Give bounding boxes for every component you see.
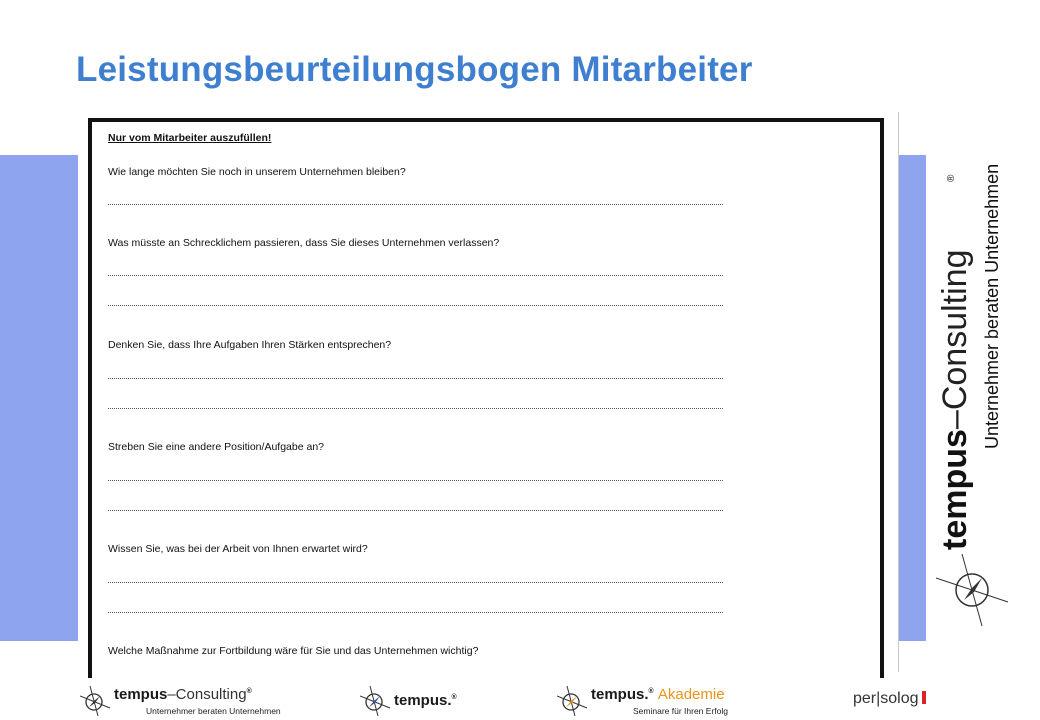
footer-logo-tempus [360,680,490,720]
compass-icon [936,554,1008,626]
answer-line [108,204,723,205]
tempus-consulting-logo-graphic [930,150,1030,640]
footer-logo-persolog [853,690,926,708]
svg-text:tempus–Consulting [936,250,974,550]
answer-line [108,305,723,306]
answer-line [108,378,723,379]
answer-line [108,480,723,481]
question-1: Wie lange möchten Sie noch in unserem Unternehmen bleiben? [108,166,406,178]
question-4: Streben Sie eine andere Position/Aufgabe an? [108,441,324,453]
footer-logo3-tagline: Seminare für Ihren Erfolg [633,706,728,716]
footer-logo1-tagline: Unternehmer beraten Unternehmen [146,706,281,716]
compass-icon [80,682,112,718]
answer-line [108,612,723,613]
slide-title: Leistungsbeurteilungsbogen Mitarbeiter [76,50,753,89]
question-3: Denken Sie, dass Ihre Aufgaben Ihren Stärken entsprechen? [108,339,392,351]
footer-logo-tempus-akademie [557,680,747,720]
right-accent-band [898,155,926,641]
logo-brand-light: –Consulting [936,249,974,430]
form-content [108,132,748,657]
form-heading: Nur vom Mitarbeiter auszufüllen! [108,132,272,144]
persolog-wordmark: per|solog [853,690,919,707]
question-6: Welche Maßnahme zur Fortbildung wäre für Sie und das Unternehmen wichtig? [108,645,479,657]
compass-icon [557,682,589,718]
footer-logo2-name: tempus.® [394,692,457,709]
answer-line [108,510,723,511]
answer-line [108,408,723,409]
form-document [86,112,899,672]
footer-logo-tempus-consulting [80,680,280,720]
left-accent-band [0,155,78,641]
logo-brand-bold: tempus [936,429,974,550]
persolog-mark-icon [922,691,926,704]
question-5: Wissen Sie, was bei der Arbeit von Ihnen erwartet wird? [108,543,368,555]
logo-registered-mark: ® [946,174,957,182]
form-frame [88,118,884,678]
tempus-consulting-logo [930,150,1030,640]
answer-line [108,275,723,276]
footer-logo3-name: tempus.® Akademie [591,686,725,703]
logo-tagline: Unternehmer beraten Unternehmen [982,163,1002,449]
question-2: Was müsste an Schrecklichem passieren, dass Sie dieses Unternehmen verlassen? [108,237,500,249]
footer-logo1-name: tempus–Consulting® [114,686,252,703]
compass-icon [360,682,392,718]
answer-line [108,582,723,583]
